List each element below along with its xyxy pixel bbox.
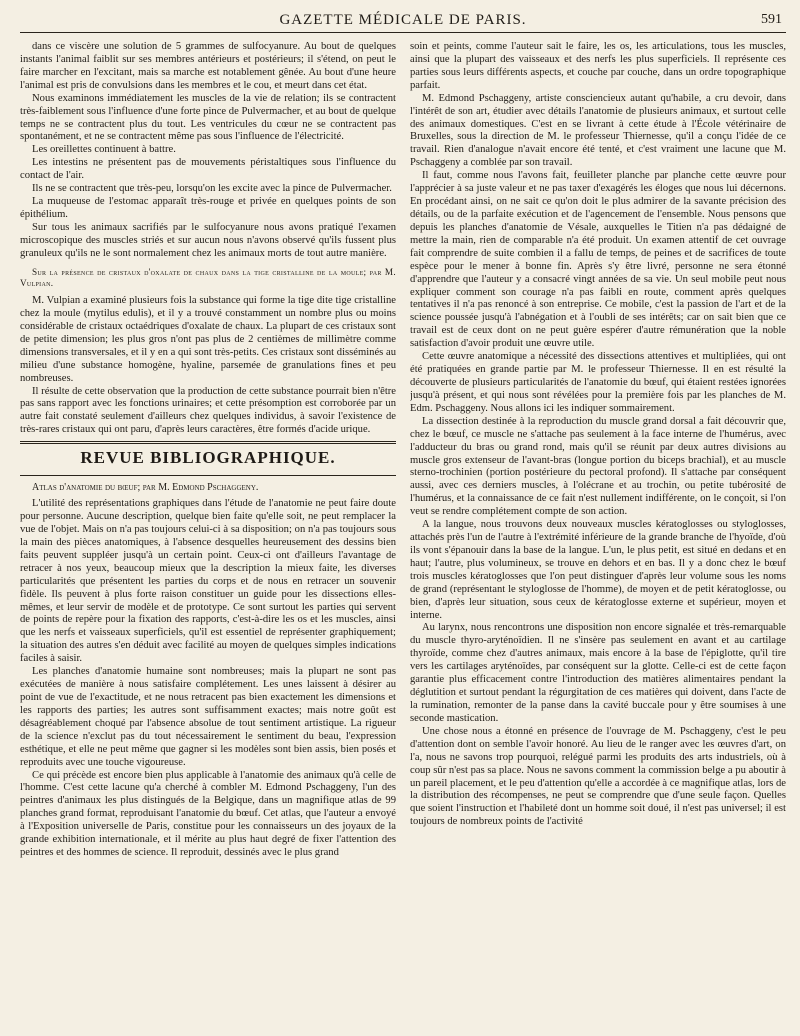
paragraph: dans ce viscère une solution de 5 grammes de sulfocyanure. Au bout de quelques instants l'animal faiblit sur ses membres antérieurs et postérieurs; il s'étend, on peut le faire marcher en l'excitant, mais sa marche est notablement gênée. Au bout d'une heure l'animal est pris de convulsions dans les membres et le cou, et meurt dans cet état.: [20, 41, 396, 91]
text-columns: [20, 41, 786, 1031]
page-header: [20, 10, 786, 33]
left-column: [20, 41, 396, 1031]
paragraph: Une chose nous a étonné en présence de l'ouvrage de M. Pschaggeny, c'est le peu d'attention dont on semble l'avoir honoré. Au lieu de le ranger avec les œuvres d'art, on l'a, nous ne savons trop pourquoi, relégué parmi les produits des arts industriels, où à coup sûr n'est pas sa place. Nous ne savons comment la commission belge a pu aboutir à un pareil placement, et le peu d'attention qu'elle a accordée à ce magnifique atlas, lors de la distribution des récompenses, ne peut se comprendre que d'une seule façon. Quelles que soient l'instruction et l'habileté dont un homme soit doué, il n'est pas universel; il est toujours de nombreux points de l'activité: [410, 725, 786, 828]
paragraph: Il résulte de cette observation que la production de cette substance pourrait bien n'être pas sans rapport avec les fonctions urinaires; et cette présomption est corroborée par un autre fait constaté seulement d'ailleurs chez quelques individus, à savoir l'existence de très-rares cristaux qui ont paru, d'après leurs caractères, être formés d'acide urique.: [20, 385, 396, 436]
review-book-title: Atlas d'anatomie du bœuf;: [32, 481, 141, 493]
paragraph: La muqueuse de l'estomac apparaît très-rouge et privée en quelques points de son épithélium.: [20, 196, 396, 220]
paragraph: Sur tous les animaux sacrifiés par le sulfocyanure nous avons pratiqué l'examen microscopique des muscles striés et sur aucun nous n'avons observé qu'ils fussent plus granuleux qu'ils ne le sont normalement chez les animaux morts de tout autre manière.: [20, 221, 396, 259]
section-divider: [20, 441, 396, 444]
paragraph: Ce qui précède est encore bien plus applicable à l'anatomie des animaux qu'à celle de l'homme. C'est cette lacune qu'a cherché à combler M. Edmond Pschaggeny, l'un des peintres d'animaux les plus distingués de la Belgique, dans un magnifique atlas de 99 planches grand format, reproduisant l'anatomie du bœuf. Cet atlas, que l'auteur a envoyé à l'Exposition universelle de Paris, constitue pour les connaisseurs un des joyaux de la grande exhibition internationale, et il mérite au plus haut degré de fixer l'attention des peintres et des hommes de science. Il reproduit, dessinés avec le plus grand: [20, 769, 396, 859]
paragraph: La dissection destinée à la reproduction du muscle grand dorsal a fait découvrir que, chez le bœuf, ce muscle ne s'attache pas seulement à la face interne de l'humérus, avec l'adducteur du bras ou grand rond, mais qu'il se réunit par deux autres divisions au muscle gros extenseur de l'avant-bras (longue portion du biceps brachial), et au muscle sterno-trochinien (portion postérieure du pectoral profond). Il s'attache par conséquent aussi, avec ces derniers muscles, à l'olécrane et au trochin, ou petite tubérosité de l'humérus, et la connaissance de ce fait n'est nullement indifférente, on le conçoit, si l'on veut se rendre complétement compte de son action.: [410, 415, 786, 518]
section-title: REVUE BIBLIOGRAPHIQUE.: [80, 448, 336, 468]
right-column: [410, 41, 786, 1031]
paragraph: Nous examinons immédiatement les muscles de la vie de relation; ils se contractent très-faiblement sous l'influence d'une forte pince de Pulvermacher, et au bout de quelque temps ne se contractent plus du tout. Les ventricules du cœur ne se contractent pas spontanément, et ne se contractent même pas sous l'influence de l'électricité.: [20, 92, 396, 143]
paragraph: Les intestins ne présentent pas de mouvements péristaltiques sous l'influence du contact de l'air.: [20, 157, 396, 182]
page-number: 591: [761, 12, 782, 27]
paragraph: M. Vulpian a examiné plusieurs fois la substance qui forme la tige dite tige cristalline chez la moule (mytilus edulis), et il y a trouvé constamment un nombre plus ou moins considérable de cristaux octaédriques d'oxalate de chaux. La plupart de ces cristaux sont de petite dimension; les plus gros n'ont pas plus de 2 centièmes de millimètre comme dimensions transversales, et il y en a qui sont très-petits. Ces cristaux sont disséminés au milieu d'une substance homogène, hyaline, parsemée de granulations fines et peu nombreuses.: [20, 295, 396, 384]
review-heading: [20, 482, 396, 494]
title-rule: [20, 475, 396, 476]
paragraph: M. Edmond Pschaggeny, artiste consciencieux autant qu'habile, a cru devoir, dans l'intérêt de son art, étudier avec détails l'anatomie de plusieurs animaux, et surtout celle des animaux domestiques. C'est en se livrant à cette étude à l'École vétérinaire de Bruxelles, sous la direction de M. le professeur Thiernesse, qu'il a conçu l'idée de ce travail. Rien d'analogue n'avait encore été tenté, et c'est vraiment une lacune que M. Pschaggeny a comblée par son travail.: [410, 92, 786, 169]
paragraph: soin et peints, comme l'auteur sait le faire, les os, les articulations, tous les muscles, ainsi que la plupart des vaisseaux et des nerfs les plus superficiels. Il représente ces parties sous leurs différents aspects, et couche par couche, dans un ordre topographique parfait.: [410, 41, 786, 91]
paragraph: A la langue, nous trouvons deux nouveaux muscles kératoglosses ou styloglosses, attachés près l'un de l'autre à l'extrémité inférieure de la grande branche de l'hyoïde, d'où ils vont s'épanouir dans la base de la langue. L'un, le plus petit, est situé en dedans et en haut; l'autre, plus volumineux, se trouve en dehors et en bas. Il y a donc chez le bœuf trois muscles kératoglosses que l'on peut distinguer d'après leur volume sous les noms de grand (représentant le styloglosse de l'homme), de moyen et de petit kératoglosse, ou bien, d'après leur situation, sous ceux de kératoglosse externe et supérieur, moyen et interne.: [410, 519, 786, 621]
journal-title: GAZETTE MÉDICALE DE PARIS.: [279, 12, 527, 28]
paragraph: Cette œuvre anatomique a nécessité des dissections attentives et multipliées, qui ont été pratiquées en grande partie par M. le professeur Thiernesse. Il en est résulté la découverte de plusieurs particularités de l'anatomie du bœuf, qui étaient restées ignorées jusqu'à présent, et qui nous sont révélées pour la première fois par les planches de M. Edm. Pschaggeny. Nous allons ici les indiquer sommairement.: [410, 351, 786, 414]
paragraph: Les oreillettes continuent à battre.: [32, 144, 176, 156]
paragraph: Les planches d'anatomie humaine sont nombreuses; mais la plupart ne sont pas exécutées de manière à nous satisfaire complétement. Les unes laissent à désirer au point de vue de l'exactitude, et ne nous retracent pas bien exactement les dimensions et les rapports des parties; les autres sont suffisamment exactes; mais notre goût est désagréablement choqué par l'absence absolue de tout sentiment artistique. La rigueur de la science n'exclut pas du tout nécessairement le sentiment du beau, l'expression esthétique, et elle ne peut même que gagner si les modèles sont bien assis, bien posés et reproduits avec une touche vigoureuse.: [20, 666, 396, 768]
note-heading: Sur la présence de cristaux d'oxalate de chaux dans la tige cristalline de la moule; par M. Vulpian.: [20, 266, 396, 288]
paragraph: Il faut, comme nous l'avons fait, feuilleter planche par planche cette œuvre pour l'apprécier à sa juste valeur et ne pas taxer d'exagérés les éloges que nous lui décernons. En procédant ainsi, on ne sait ce qu'on doit le plus admirer de la savante précision des détails, ou de la parfaite exécution et de l'agencement de l'ensemble. Nous pensons que depuis les planches d'anatomie de Vésale, auxquelles le Titien n'a pas dédaigné de mettre la main, rien de comparable n'a été produit. Un examen attentif de cet ouvrage fait comprendre de suite combien il a fallu de temps, de peines et de sacrifices de toute espèce pour le mener à bonne fin. Après s'y être livré, personne ne sera étonné d'apprendre que l'auteur y a consacré vingt années de sa vie. Un seul mobile peut nous expliquer comment son courage n'a pas faibli en route, comment après quelques tentatives il n'a pas renoncé à son entreprise. Ce mobile, c'est la passion de l'art et de la science poussée jusqu'à l'abnégation et à l'oubli de ses intérêts; car on sait bien que ce travail est de ceux dont on ne peut guère espérer d'autre rémunération que la noble satisfaction d'avoir produit une œuvre utile.: [410, 170, 786, 350]
paragraph: L'utilité des représentations graphiques dans l'étude de l'anatomie ne peut faire doute pour personne. Aucune description, quelque bien faite qu'elle soit, ne peut remplacer la vue de l'objet. Mais on n'a pas toujours celui-ci à sa disposition; on n'a pas toujours sous la main des pièces anatomiques, à l'absence desquelles heureusement des dessins bien faits peuvent suppléer jusqu'à un certain point. Ceux-ci ont d'ailleurs l'avantage de retracer à nos yeux, beaucoup mieux que la description la mieux faite, les diverses particularités que présentent les parties du corps et de nous en retracer un souvenir fidèle. Ils peuvent à plus forte raison constituer un guide pour les dissections elles-mêmes, et leur servir de modèle et de prototype. Ce sont surtout les parties qui servent de points de repère pour la fixation des rapports, c'est-à-dire les os et les muscles, ainsi que les nerfs et vaisseaux superficiels, qu'il est essentiel de représenter graphiquement; la situation des autres s'en déduit avec facilité au moyen de quelques simples indications faciles à saisir.: [20, 498, 396, 665]
review-author: par M. Edmond Pschaggeny.: [142, 481, 259, 493]
paragraph: Ils ne se contractent que très-peu, lorsqu'on les excite avec la pince de Pulvermacher.: [32, 183, 392, 195]
paragraph: Au larynx, nous rencontrons une disposition non encore signalée et très-remarquable du muscle thyro-aryténoïdien. Il ne s'insère pas seulement en avant et au cartilage thyroïde, comme chez d'autres animaux, mais encore à la base de l'épiglotte, qu'il tire vers les cartilages aryténoïdes, par conséquent sur la glotte. Celle-ci est de cette façon garantie plus efficacement contre l'introduction des matières alimentaires pendant la déglutition et surtout pendant la régurgitation de ces matières qui doivent, dans l'acte de la rumination, remonter de la panse dans la cavité buccale pour y être soumises à une seconde mastication.: [410, 622, 786, 724]
